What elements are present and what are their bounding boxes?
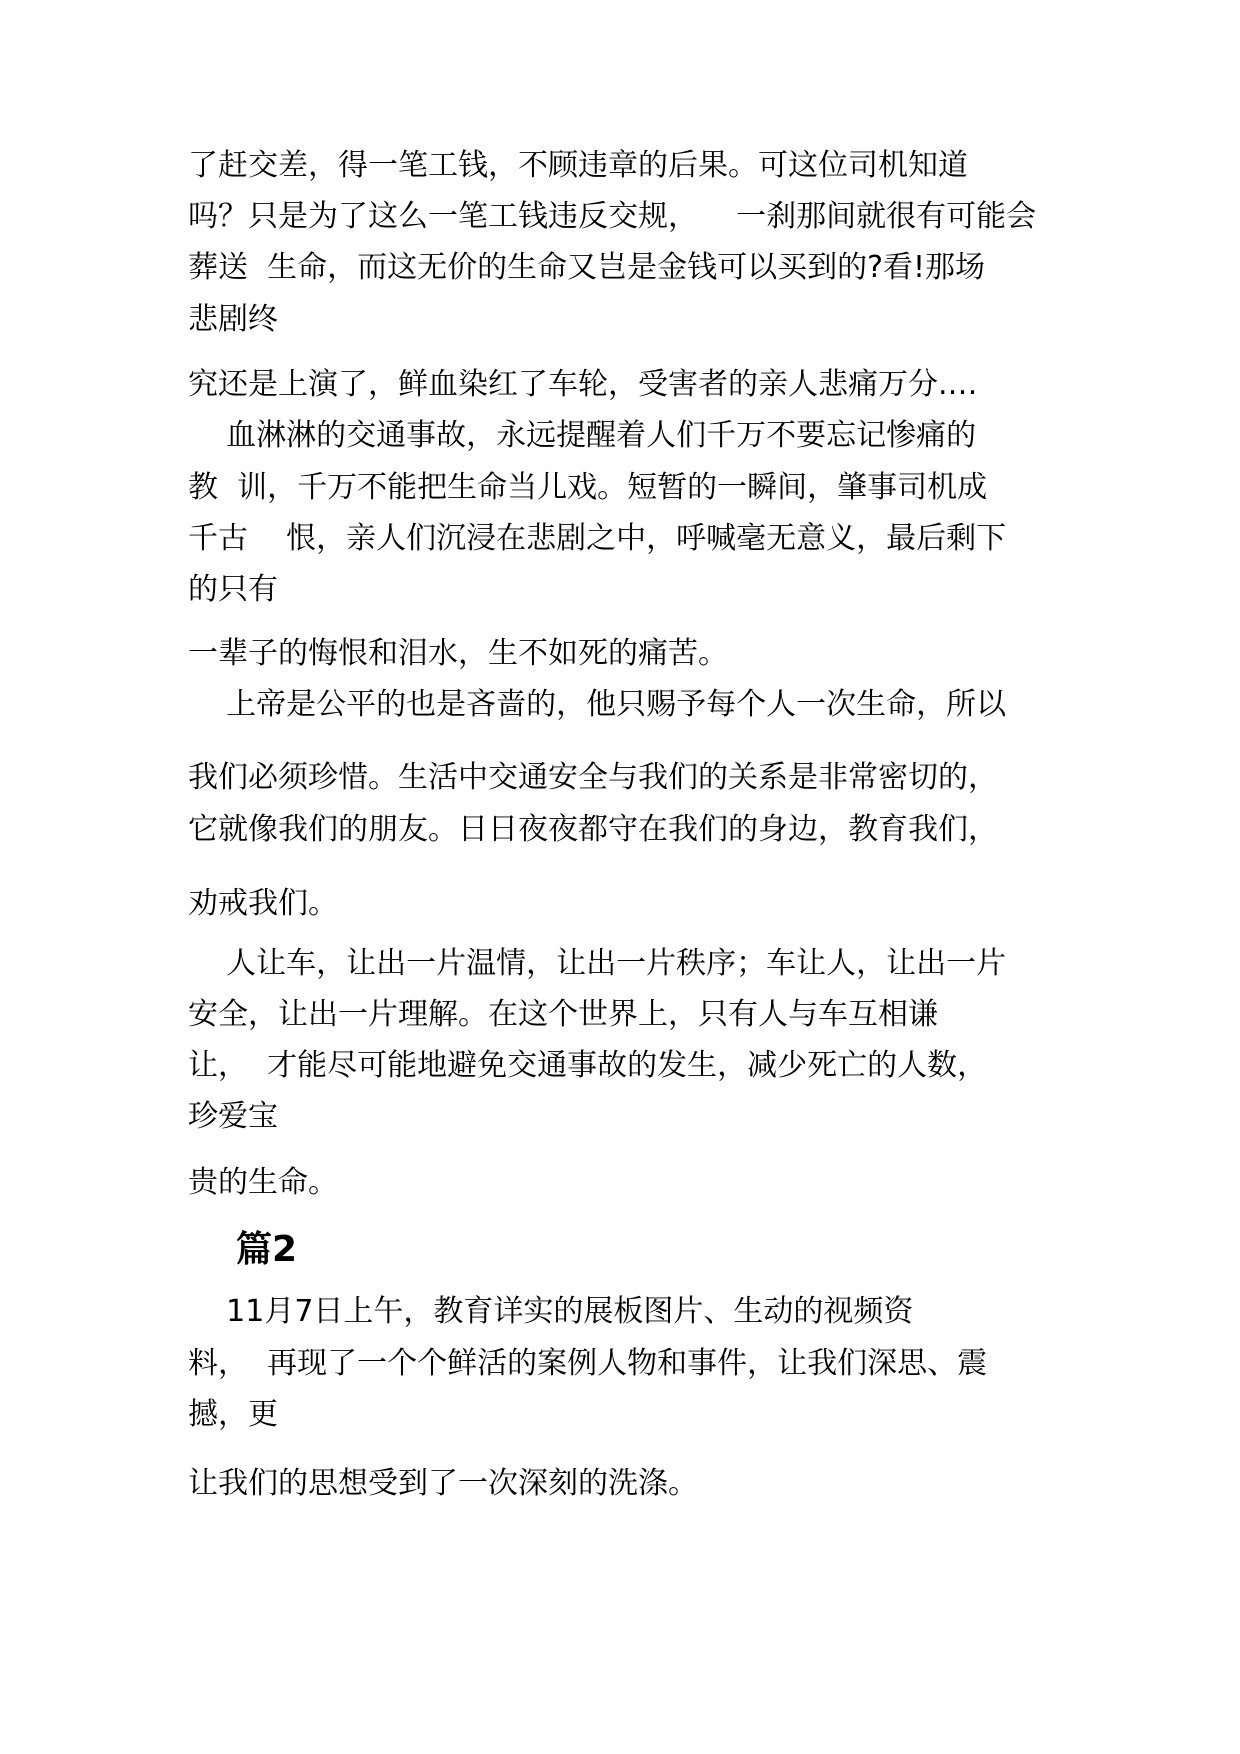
- text-line: 血淋淋的交通事故，永远提醒着人们千万不要忘记惨痛的: [188, 418, 977, 453]
- text-line: 11月7日上午，教育详实的展板图片、生动的视频资: [188, 1294, 914, 1329]
- text-line: 千古 恨，亲人们沉浸在悲剧之中，呼喊毫无意义，最后剩下: [188, 521, 1007, 556]
- text-line: 了赶交差，得一笔工钱，不顾违章的后果。可这位司机知道: [188, 148, 968, 183]
- text-line: 贵的生命。: [188, 1165, 338, 1200]
- text-line: 它就像我们的朋友。日日夜夜都守在我们的身边，教育我们，: [188, 812, 998, 847]
- text-line: 究还是上演了，鲜血染红了车轮，受害者的亲人悲痛万分.…: [188, 367, 978, 402]
- text-line: 让我们的思想受到了一次深刻的洗涤。: [188, 1466, 698, 1501]
- text-line: 安全，让出一片理解。在这个世界上，只有人与车互相谦: [188, 997, 938, 1032]
- text-line: 葬送 生命，而这无价的生命又岂是金钱可以买到的?看!那场: [188, 250, 986, 285]
- text-line: 吗？只是为了这么一笔工钱违反交规， 一刹那间就很有可能会: [188, 199, 1037, 234]
- text-line: 的只有: [188, 572, 278, 607]
- text-line: 人让车，让出一片温情，让出一片秩序；车让人，让出一片: [188, 946, 1007, 981]
- text-line: 一辈子的悔恨和泪水，生不如死的痛苦。: [188, 636, 728, 671]
- text-line: 料， 再现了一个个鲜活的案例人物和事件，让我们深思、震: [188, 1346, 988, 1381]
- section-heading: 篇2: [236, 1229, 298, 1270]
- text-line: 悲剧终: [188, 302, 278, 337]
- text-line: 珍爱宝: [188, 1099, 278, 1134]
- text-line: 教 训，千万不能把生命当儿戏。短暂的一瞬间，肇事司机成: [188, 470, 988, 505]
- text-line: 我们必须珍惜。生活中交通安全与我们的关系是非常密切的，: [188, 760, 998, 795]
- text-line: 上帝是公平的也是吝啬的，他只赐予每个人一次生命，所以: [188, 687, 1007, 722]
- text-line: 让， 才能尽可能地避免交通事故的发生，减少死亡的人数，: [188, 1048, 988, 1083]
- text-line: 劝戒我们。: [188, 886, 338, 921]
- text-line: 撼，更: [188, 1397, 278, 1432]
